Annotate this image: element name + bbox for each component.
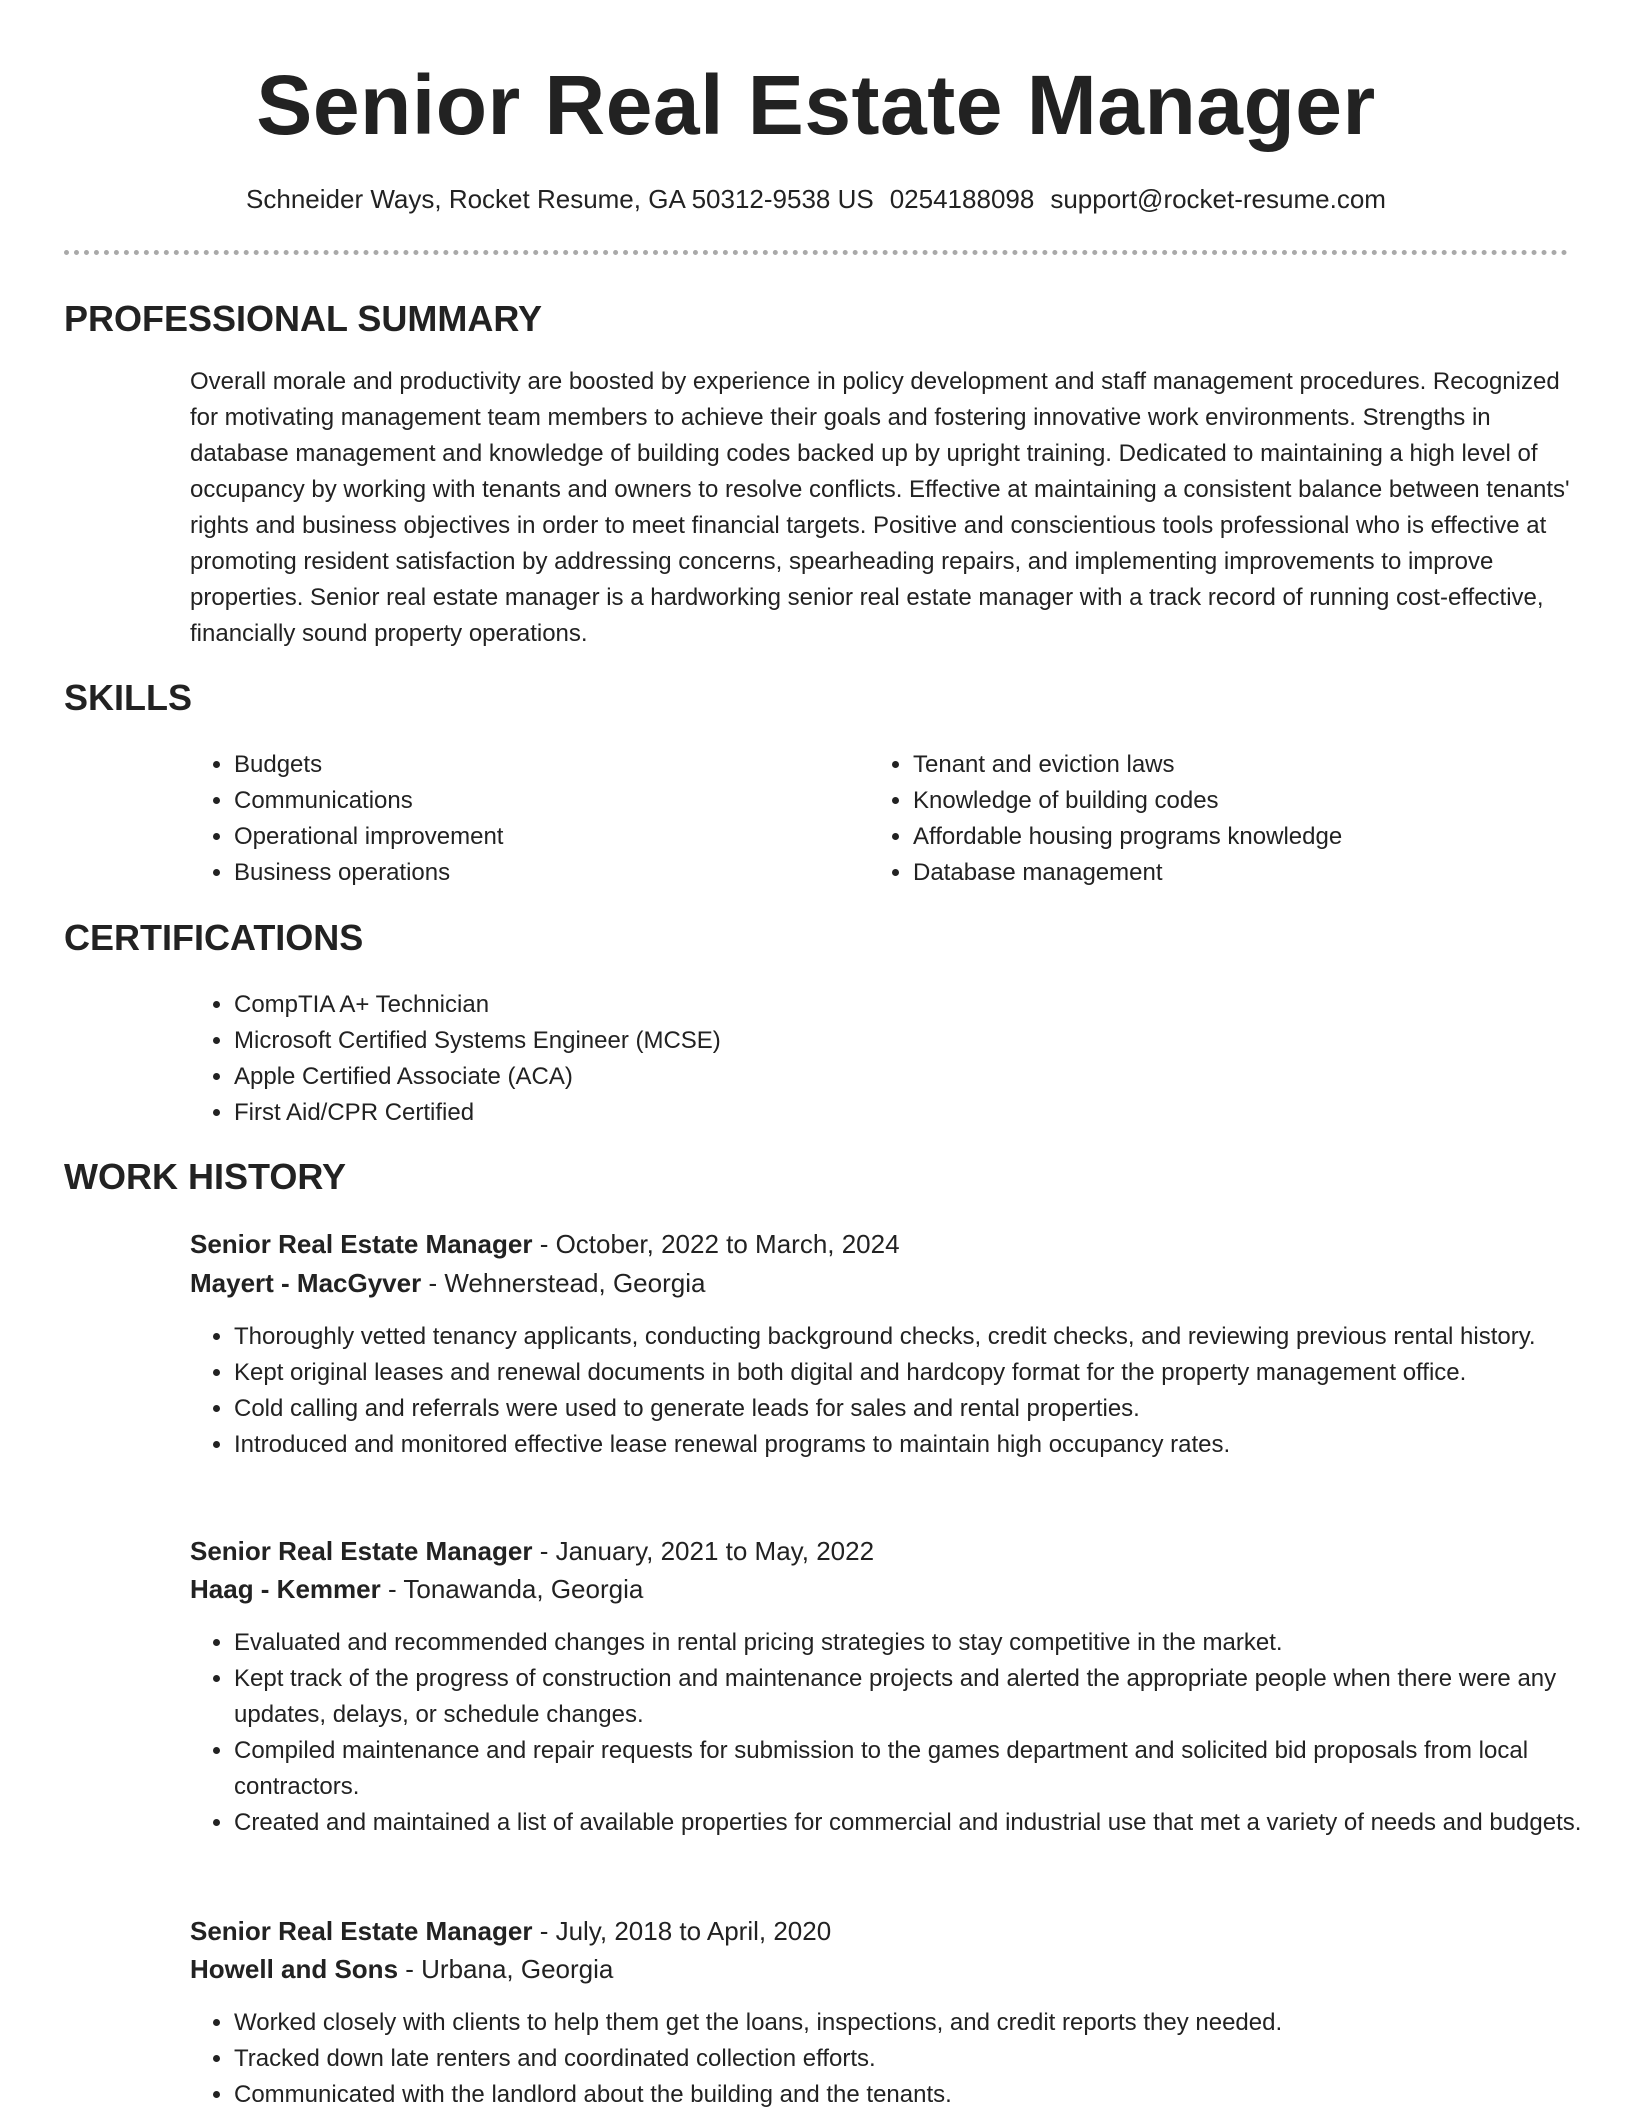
job-dates: - July, 2018 to April, 2020 <box>532 1916 832 1946</box>
summary-heading: PROFESSIONAL SUMMARY <box>64 298 543 339</box>
job-title-line <box>190 1226 900 1262</box>
contact-phone: 0254188098 <box>889 184 1035 214</box>
skills-heading: SKILLS <box>64 677 193 718</box>
job-bullet: • Evaluated and recommended changes in rental pricing strategies to stay competitive in the market. <box>234 1625 1614 1661</box>
job-title-line <box>190 1533 874 1569</box>
job-bullets <box>190 2005 1614 2112</box>
job-bullets <box>190 1319 1614 1463</box>
certifications-heading: CERTIFICATIONS <box>64 917 364 958</box>
skills-list-right <box>869 747 1603 891</box>
job-role: Senior Real Estate Manager <box>190 1536 533 1566</box>
job-bullet: • Kept original leases and renewal documents in both digital and hardcopy format for the property management office. <box>234 1355 1614 1391</box>
contact-address: Schneider Ways, Rocket Resume, GA 50312-9538 US <box>246 184 874 214</box>
resume-name: Senior Real Estate Manager <box>256 58 1376 152</box>
header-divider <box>64 250 1568 255</box>
skills-list-left <box>190 747 854 891</box>
job-bullet: • Cold calling and referrals were used to generate leads for sales and rental properties. <box>234 1391 1614 1427</box>
skill-item: • Operational improvement <box>234 819 854 855</box>
certification-item: • Apple Certified Associate (ACA) <box>234 1059 1614 1095</box>
job-company: Haag - Kemmer <box>190 1574 381 1604</box>
job-bullet: • Created and maintained a list of available properties for commercial and industrial use that met a variety of needs and budgets. <box>234 1805 1614 1841</box>
job-company-line <box>190 1951 613 1987</box>
certification-item: • CompTIA A+ Technician <box>234 987 1614 1023</box>
job-bullet: • Thoroughly vetted tenancy applicants, conducting background checks, credit checks, and reviewing previous rental history. <box>234 1319 1614 1355</box>
job-bullet: • Compiled maintenance and repair requests for submission to the games department and solicited bid proposals from local contractors. <box>234 1733 1614 1805</box>
job-role: Senior Real Estate Manager <box>190 1916 533 1946</box>
contact-line <box>0 181 1632 217</box>
certification-item: • First Aid/CPR Certified <box>234 1095 1614 1131</box>
work-history-heading: WORK HISTORY <box>64 1156 347 1197</box>
skill-item: • Business operations <box>234 855 854 891</box>
job-location: - Tonawanda, Georgia <box>380 1574 644 1604</box>
skill-item: • Knowledge of building codes <box>913 783 1603 819</box>
certifications-list <box>190 987 1614 1131</box>
job-dates: - October, 2022 to March, 2024 <box>532 1229 900 1259</box>
job-location: - Wehnerstead, Georgia <box>421 1268 706 1298</box>
skill-item: • Budgets <box>234 747 854 783</box>
job-bullet: • Kept track of the progress of construction and maintenance projects and alerted the appropriate people when there were any updates, delays, or schedule changes. <box>234 1661 1614 1733</box>
job-company-line <box>190 1571 643 1607</box>
skill-item: • Database management <box>913 855 1603 891</box>
contact-email: support@rocket-resume.com <box>1050 184 1386 214</box>
certification-item: • Microsoft Certified Systems Engineer (MCSE) <box>234 1023 1614 1059</box>
job-title-line <box>190 1913 831 1949</box>
job-bullet: • Tracked down late renters and coordinated collection efforts. <box>234 2041 1614 2077</box>
skill-item: • Affordable housing programs knowledge <box>913 819 1603 855</box>
job-company-line <box>190 1265 705 1301</box>
job-company: Mayert - MacGyver <box>190 1268 422 1298</box>
skill-item: • Tenant and eviction laws <box>913 747 1603 783</box>
job-dates: - January, 2021 to May, 2022 <box>532 1536 875 1566</box>
job-role: Senior Real Estate Manager <box>190 1229 533 1259</box>
summary-text: Overall morale and productivity are boosted by experience in policy development and staff management procedures. Recognized for motivating management team members to achieve their goals and fostering innovative work environments. Strengths in database management and knowledge of building codes backed up by upright training. Dedicated to maintaining a high level of occupancy by working with tenants and owners to resolve conflicts. Effective at maintaining a consistent balance between tenants' rights and business objectives in order to meet financial targets. Positive and conscientious tools professional who is effective at promoting resident satisfaction by addressing concerns, spearheading repairs, and implementing improvements to improve properties. Senior real estate manager is a hardworking senior real estate manager with a track record of running cost-effective, financially sound property operations. <box>190 368 1570 647</box>
skill-item: • Communications <box>234 783 854 819</box>
job-company: Howell and Sons <box>190 1954 399 1984</box>
job-location: - Urbana, Georgia <box>398 1954 614 1984</box>
job-bullet: • Introduced and monitored effective lease renewal programs to maintain high occupancy rates. <box>234 1427 1614 1463</box>
job-bullets <box>190 1625 1614 1841</box>
job-bullet: • Worked closely with clients to help them get the loans, inspections, and credit reports they needed. <box>234 2005 1614 2041</box>
job-bullet: • Communicated with the landlord about the building and the tenants. <box>234 2077 1614 2112</box>
